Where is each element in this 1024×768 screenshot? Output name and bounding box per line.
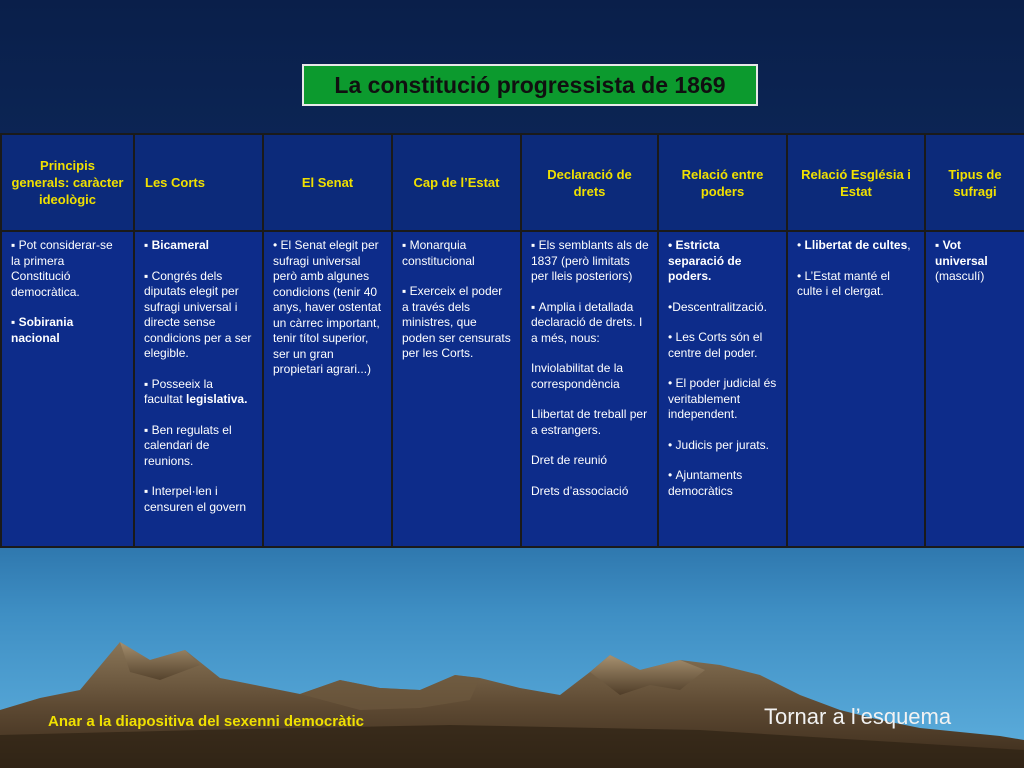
header-corts: Les Corts <box>134 134 263 231</box>
cell-relacio-poders <box>658 231 787 547</box>
back-to-outline-link[interactable]: Tornar a l’esquema <box>764 704 952 729</box>
slide-title-box <box>302 64 758 106</box>
principis-item-1: ▪ Pot considerar-se la primera Constitució democràtica. <box>11 238 125 300</box>
poders-item-1: • Estricta separació de poders. <box>668 238 778 285</box>
drets-item-1: ▪ Els semblants als de 1837 (però limitats per lleis posteriors) <box>531 238 649 285</box>
header-declaracio-drets: Declaració de drets <box>521 134 658 231</box>
table-row <box>1 231 1024 547</box>
poders-item-4: • El poder judicial és veritablement independent. <box>668 376 778 423</box>
header-senat: El Senat <box>263 134 392 231</box>
mountains-illustration <box>0 560 1024 768</box>
drets-item-4: Llibertat de treball per a estrangers. <box>531 407 648 437</box>
drets-item-2: ▪ Amplia i detallada declaració de drets. I a més, nous: <box>531 300 649 347</box>
poders-item-5: • Judicis per jurats. <box>668 438 778 454</box>
cap-item-2: ▪ Exerceix el poder a través dels ministres, que poden ser censurats per les Corts. <box>402 284 512 362</box>
corts-item-4: ▪ Ben regulats el calendari de reunions. <box>144 423 254 470</box>
header-principis: Principis generals: caràcter ideològic <box>1 134 134 231</box>
header-tipus-sufragi: Tipus de sufragi <box>925 134 1024 231</box>
corts-item-2: ▪ Congrés dels diputats elegit per sufragi universal i directe sense condicions per a ser elegible. <box>144 269 254 362</box>
cell-corts <box>134 231 263 547</box>
cell-declaracio-drets <box>521 231 658 547</box>
constitution-table <box>0 133 1024 548</box>
senat-item-1: • El Senat elegit per sufragi universal però amb algunes condicions (tenir 40 anys, haver ostentat un càrrec important, tenir títol superior, ser un gran propietari agrari...) <box>273 238 383 378</box>
header-relacio-poders: Relació entre poders <box>658 134 787 231</box>
corts-item-3: ▪ Posseeix la facultat legislativa. <box>144 377 254 408</box>
cell-tipus-sufragi <box>925 231 1024 547</box>
slide-title: La constitució progressista de 1869 <box>334 71 726 98</box>
poders-item-6: • Ajuntaments democràtics <box>668 468 778 499</box>
poders-item-2: •Descentralització. <box>668 299 767 314</box>
header-cap-estat: Cap de l’Estat <box>392 134 521 231</box>
cell-principis <box>1 231 134 547</box>
esglesia-item-1: • Llibertat de cultes, <box>797 238 916 254</box>
poders-item-3: • Les Corts són el centre del poder. <box>668 330 778 361</box>
table-header-row <box>1 134 1024 231</box>
cell-relacio-esglesia <box>787 231 925 547</box>
drets-item-6: Drets d’associació <box>531 483 629 498</box>
corts-item-1: ▪ Bicameral <box>144 238 254 254</box>
cap-item-1: ▪ Monarquia constitucional <box>402 238 512 269</box>
principis-item-2: ▪ Sobirania nacional <box>11 315 125 346</box>
esglesia-item-2: • L’Estat manté el culte i el clergat. <box>797 269 916 300</box>
sufragi-item-1: ▪ Vot universal (masculí) <box>935 238 1016 285</box>
cell-cap-estat <box>392 231 521 547</box>
corts-item-5: ▪ Interpel·len i censuren el govern <box>144 484 254 515</box>
header-relacio-esglesia: Relació Església i Estat <box>787 134 925 231</box>
cell-senat <box>263 231 392 547</box>
drets-item-3: Inviolabilitat de la correspondència <box>531 361 624 391</box>
drets-item-5: Dret de reunió <box>531 453 608 467</box>
sexenni-slide-link[interactable]: Anar a la diapositiva del sexenni democràtic <box>48 713 364 730</box>
